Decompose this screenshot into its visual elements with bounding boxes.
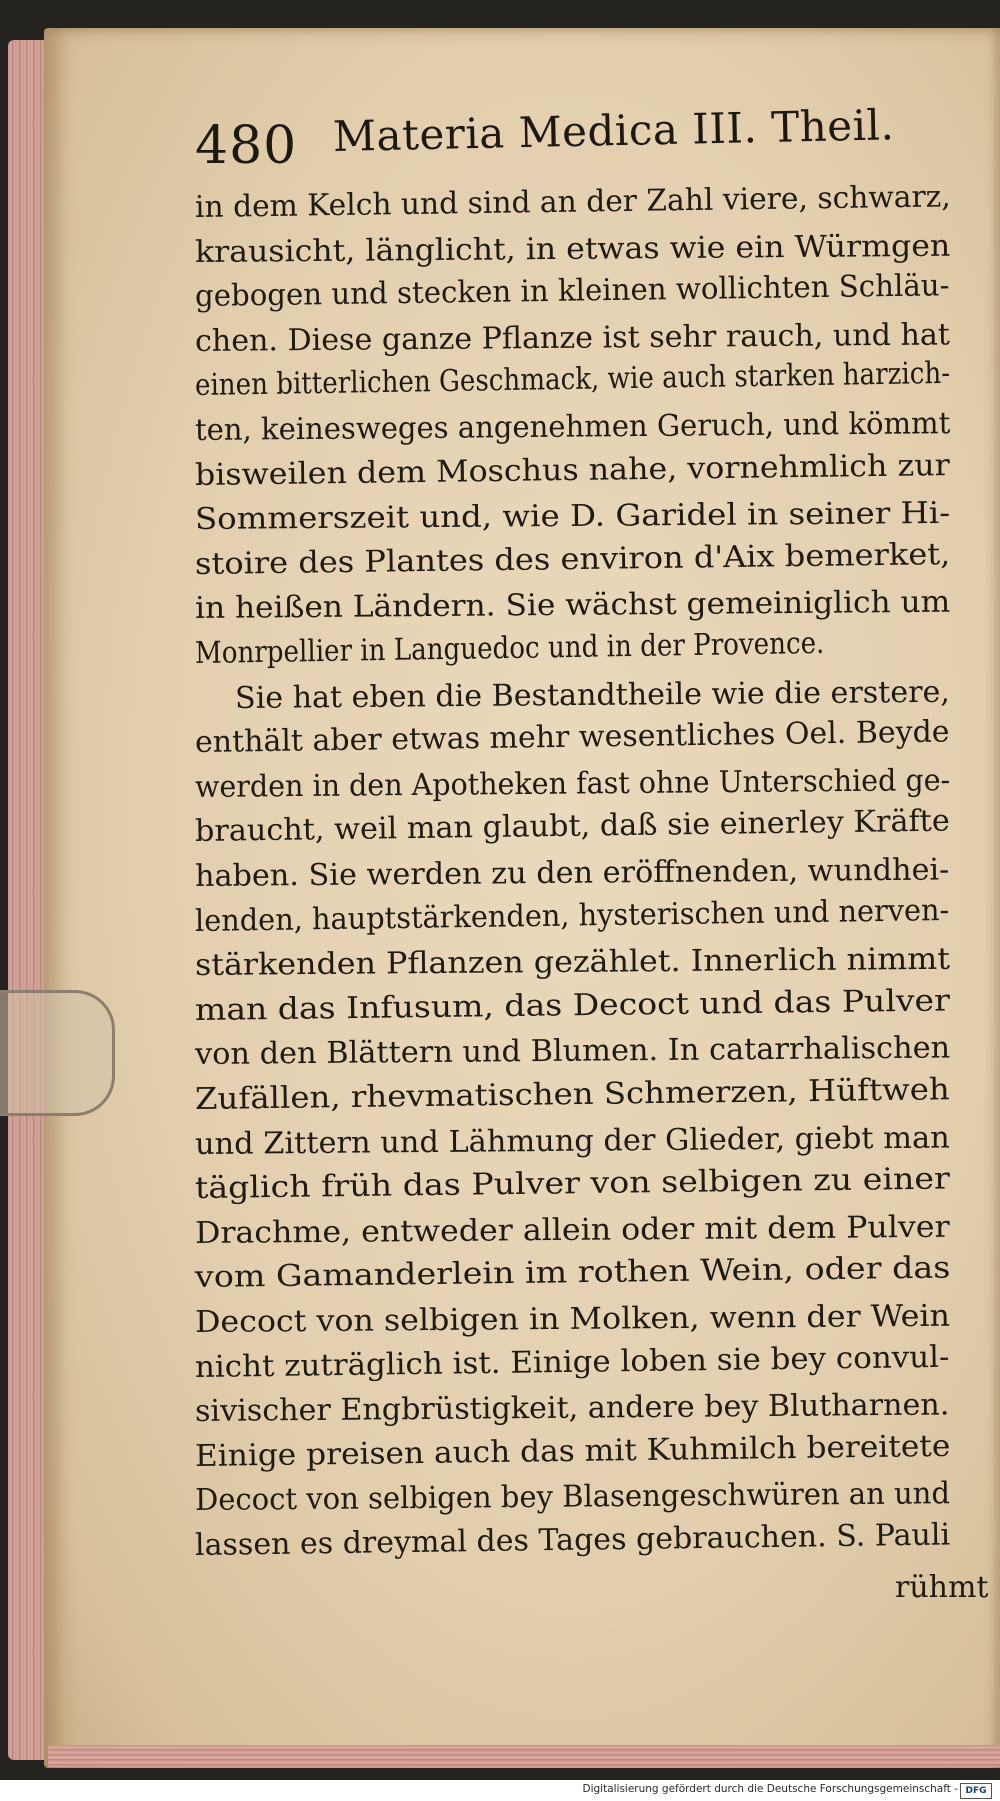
- text-line: Decoct von selbigen bey Blasengeschwüren an und: [194, 1476, 951, 1519]
- text-line: Decoct von selbigen in Molken, wenn der Wein: [194, 1298, 951, 1340]
- text-line: werden in den Apotheken fast ohne Unterschied ge-: [194, 762, 951, 805]
- text-line: täglich früh das Pulver von selbigen zu einer: [194, 1161, 951, 1207]
- text-line: Monrpellier in Languedoc und in der Provence.: [194, 625, 825, 671]
- text-line: krausicht, länglicht, in etwas wie ein Würmgen: [194, 228, 951, 270]
- text-line: ten, keinesweges angenehmen Geruch, und kömmt: [194, 406, 951, 448]
- text-line: Einige preisen auch das mit Kuhmilch bereitete: [194, 1428, 951, 1474]
- text-line: in dem Kelch und sind an der Zahl viere, schwarz,: [194, 179, 951, 225]
- text-line: lassen es dreymal des Tages gebrauchen. S. Pauli: [194, 1517, 951, 1563]
- running-title: Materia Medica III. Theil.: [332, 100, 895, 161]
- text-line: nicht zuträglich ist. Einige loben sie bey convul-: [194, 1339, 950, 1385]
- text-line: enthält aber etwas mehr wesentliches Oel. Beyde: [194, 714, 950, 761]
- page-header: [195, 100, 935, 182]
- text-line: Sie hat eben die Bestandtheile wie die erstere,: [234, 674, 951, 716]
- text-line: vom Gamanderlein im rothen Wein, oder das: [194, 1250, 951, 1296]
- text-line: Sommerszeit und, wie D. Garidel in seiner Hi-: [194, 496, 951, 538]
- text-line: Drachme, entweder allein oder mit dem Pulver: [194, 1209, 950, 1251]
- text-line: stärkenden Pflanzen gezählet. Innerlich nimmt: [194, 941, 951, 984]
- page-edge-bottom: [48, 1745, 1000, 1767]
- text-line: haben. Sie werden zu den eröffnenden, wundhei-: [194, 852, 950, 894]
- bookmark-tab: [0, 990, 115, 1116]
- text-line: Zufällen, rhevmatischen Schmerzen, Hüftweh: [194, 1072, 951, 1117]
- digitization-credit: Digitalisierung gefördert durch die Deutsche Forschungsgemeinschaft -: [582, 1783, 958, 1795]
- page-number: 480: [195, 116, 298, 176]
- text-line: gebogen und stecken in kleinen wollichten Schläu-: [194, 268, 950, 315]
- text-line: bisweilen dem Moschus nahe, vornehmlich zur: [194, 447, 951, 493]
- dfg-logo-icon: DFG: [960, 1783, 992, 1799]
- text-line: sivischer Engbrüstigkeit, andere bey Blutharnen.: [194, 1387, 950, 1430]
- catchword: rühmt: [895, 1570, 989, 1605]
- text-line: von den Blättern und Blumen. In catarrhalischen: [194, 1030, 951, 1073]
- text-line: man das Infusum, das Decoct und das Pulver: [194, 983, 951, 1028]
- text-line: einen bitterlichen Geschmack, wie auch starken harzich-: [194, 356, 951, 404]
- text-line: lenden, hauptstärkenden, hysterischen und nerven-: [194, 892, 950, 939]
- text-line: stoire des Plantes des environ d'Aix bemerket,: [194, 536, 951, 582]
- page-edge-left: [8, 40, 48, 1760]
- footer-bar: [0, 1780, 1000, 1801]
- text-line: und Zittern und Lähmung der Glieder, giebt man: [194, 1120, 950, 1162]
- text-line: in heißen Ländern. Sie wächst gemeiniglich um: [194, 585, 951, 627]
- text-line: chen. Diese ganze Pflanze ist sehr rauch, und hat: [194, 317, 951, 359]
- text-line: braucht, weil man glaubt, daß sie einerley Kräfte: [194, 803, 950, 850]
